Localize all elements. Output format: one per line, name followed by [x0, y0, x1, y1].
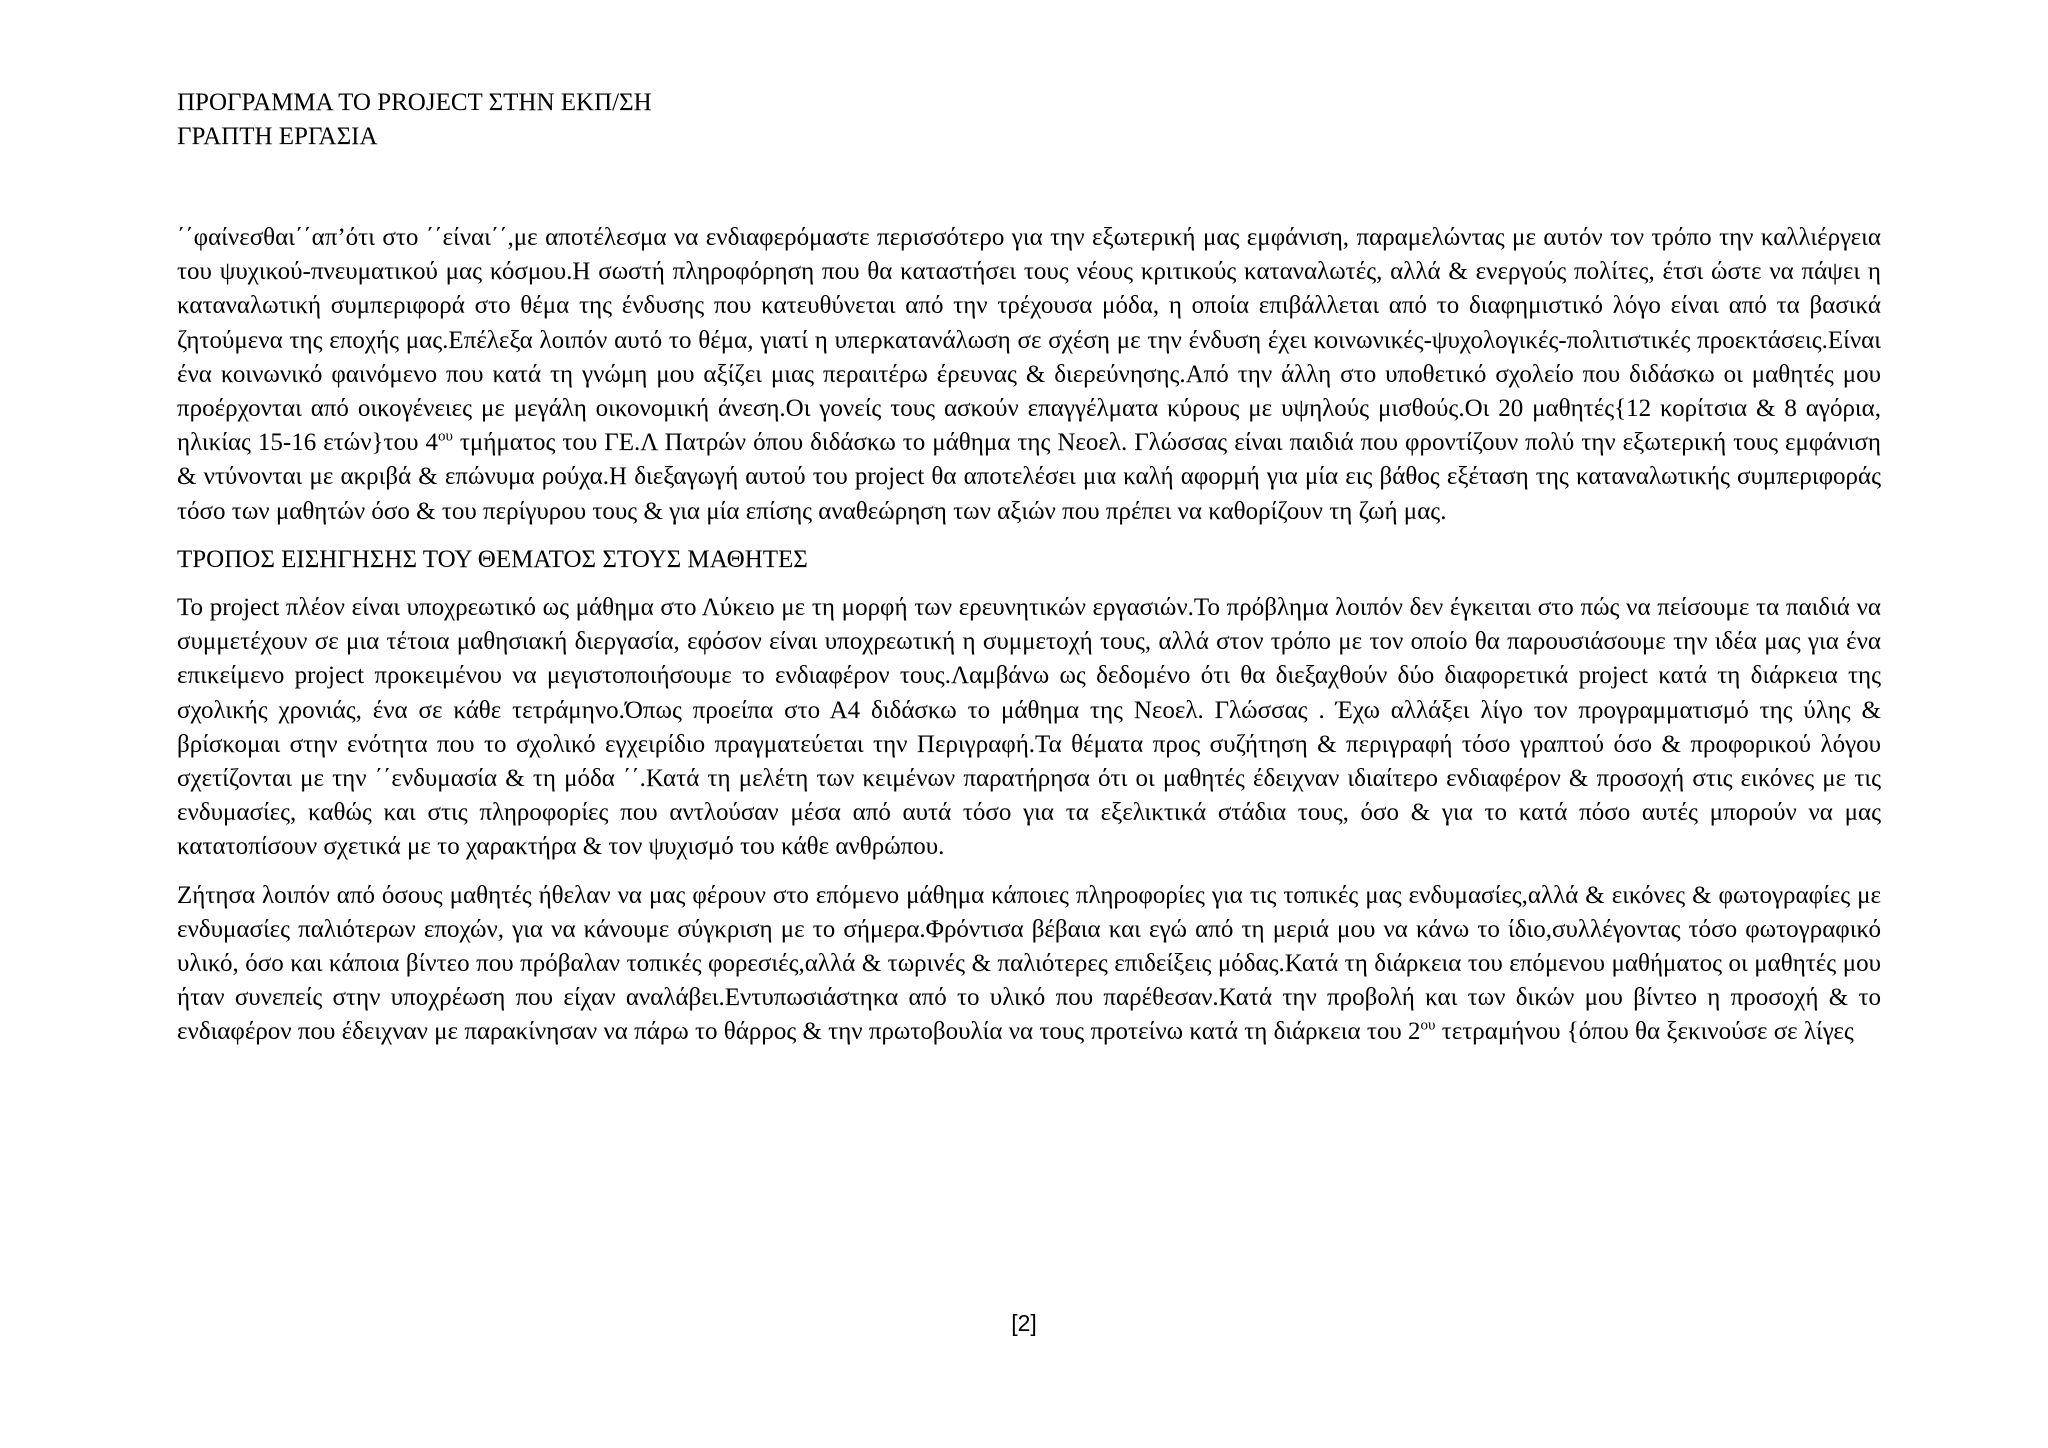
page-header	[177, 86, 652, 154]
paragraph-3-text-a: Ζήτησα λοιπόν από όσους μαθητές ήθελαν να μας φέρουν στο επόμενο μάθημα κάποιες πληροφορίες για τις τοπικές μας ενδυμασίες,αλλά & εικόνες & φωτογραφίες με ενδυμασίες παλιότερων εποχών, για να κάνουμε σύγκριση με το σήμερα.Φρόντισα βέβαια και εγώ από τη μεριά μου να κάνω το ίδιο,συλλέγοντας τόσο φωτογραφικό υλικό, όσο και κάποια βίντεο που πρόβαλαν τοπικές φορεσιές,αλλά & τωρινές & παλιότερες επιδείξεις μόδας.Κατά τη διάρκεια του επόμενου μαθήματος οι μαθητές μου ήταν συνεπείς στην υποχρέωση που είχαν αναλάβει.Εντυπωσιάστηκα από το υλικό που παρέθεσαν.Κατά την προβολή και των δικών μου βίντεο η προσοχή & το ενδιαφέρον που έδειχναν με παρακίνησαν να πάρω το θάρρος & την πρωτοβουλία να τους προτείνω κατά τη διάρκεια του 2	[177, 881, 1881, 1046]
section-heading: ΤΡΟΠΟΣ ΕΙΣΗΓΗΣΗΣ ΤΟΥ ΘΕΜΑΤΟΣ ΣΤΟΥΣ ΜΑΘΗΤΕΣ	[177, 545, 808, 573]
paragraph-2: Το project πλέον είναι υποχρεωτικό ως μάθημα στο Λύκειο με τη μορφή των ερευνητικών εργασιών.Το πρόβλημα λοιπόν δεν έγκειται στο πώς να πείσουμε τα παιδιά να συμμετέχουν σε μια τέτοια μαθησιακή διεργασία, εφόσον είναι υποχρεωτική η συμμετοχή τους, αλλά στον τρόπο με τον οποίο θα παρουσιάσουμε την ιδέα μας για ένα επικείμενο project προκειμένου να μεγιστοποιήσουμε το ενδιαφέρον τους.Λαμβάνω ως δεδομένο ότι θα διεξαχθούν δύο διαφορετικά project κατά τη διάρκεια της σχολικής χρονιάς, ένα σε κάθε τετράμηνο.Όπως προείπα στο Α4 διδάσκω το μάθημα της Νεοελ. Γλώσσας . Έχω αλλάξει λίγο τον προγραμματισμό της ύλης & βρίσκομαι στην ενότητα που το σχολικό εγχειρίδιο πραγματεύεται την Περιγραφή.Τα θέματα προς συζήτηση & περιγραφή τόσο γραπτού όσο & προφορικού λόγου σχετίζονται με την ΄΄ενδυμασία & τη μόδα ΄΄.Κατά τη μελέτη των κειμένων παρατήρησα ότι οι μαθητές έδειχναν ιδιαίτερο ενδιαφέρον & προσοχή στις εικόνες με τις ενδυμασίες, καθώς και στις πληροφορίες που αντλούσαν μέσα από αυτά τόσο για τα εξελικτικά στάδια τους, όσο & για το κατά πόσο αυτές μπορούν να μας κατατοπίσουν σχετικά με το χαρακτήρα & τον ψυχισμό του κάθε ανθρώπου.	[177, 594, 1881, 861]
document-body	[177, 221, 1881, 1050]
header-title-line-2: ΓΡΑΠΤΗ ΕΡΓΑΣΙΑ	[177, 123, 378, 150]
paragraph-3-text-b: τετραμήνου {όπου θα ξεκινούσε σε λίγες	[1435, 1018, 1854, 1046]
paragraph-1-text-b: τμήματος του ΓΕ.Λ Πατρών όπου διδάσκω το μάθημα της Νεοελ. Γλώσσας είναι παιδιά που φροντίζουν πολύ την εξωτερική τους εμφάνιση & ντύνονται με ακριβά & επώνυμα ρούχα.Η διεξαγωγή αυτού του project θα αποτελέσει μια καλή αφορμή για μία εις βάθος εξέταση της καταναλωτικής συμπεριφοράς τόσο των μαθητών όσο & του περίγυρου τους & για μία επίσης αναθεώρηση των αξιών που πρέπει να καθορίζουν τη ζωή μας.	[177, 429, 1881, 525]
paragraph-3	[177, 879, 1881, 1050]
paragraph-1	[177, 221, 1881, 529]
header-title-line-1: ΠΡΟΓΡΑΜΜΑ ΤΟ PROJECT ΣΤΗΝ ΕΚΠ/ΣΗ	[177, 89, 652, 116]
paragraph-1-superscript: ου	[437, 428, 453, 445]
paragraph-3-superscript: ου	[1420, 1018, 1436, 1035]
page-number: [2]	[1011, 1310, 1037, 1336]
paragraph-1-text-a: ΄΄φαίνεσθαι΄΄απ’ότι στο ΄΄είναι΄΄,με αποτέλεσμα να ενδιαφερόμαστε περισσότερο για την εξωτερική μας εμφάνιση, παραμελώντας με αυτόν τον τρόπο την καλλιέργεια του ψυχικού-πνευματικού μας κόσμου.Η σωστή πληροφόρηση που θα καταστήσει τους νέους κριτικούς καταναλωτές, αλλά & ενεργούς πολίτες, έτσι ώστε να πάψει η καταναλωτική συμπεριφορά στο θέμα της ένδυσης που κατευθύνεται από την τρέχουσα μόδα, η οποία επιβάλλεται από το διαφημιστικό λόγο είναι από τα βασικά ζητούμενα της εποχής μας.Επέλεξα λοιπόν αυτό το θέμα, γιατί η υπερκατανάλωση σε σχέση με την ένδυση έχει κοινωνικές-ψυχολογικές-πολιτιστικές προεκτάσεις.Είναι ένα κοινωνικό φαινόμενο που κατά τη γνώμη μου αξίζει μιας περαιτέρω έρευνας & διερεύνησης.Από την άλλη στο υποθετικό σχολείο που διδάσκω οι μαθητές μου προέρχονται από οικογένειες με μεγάλη οικονομική άνεση.Οι γονείς τους ασκούν επαγγέλματα κύρους με υψηλούς μισθούς.Οι 20 μαθητές{12 κορίτσια & 8 αγόρια, ηλικίας 15-16 ετών}του 4	[177, 224, 1881, 457]
